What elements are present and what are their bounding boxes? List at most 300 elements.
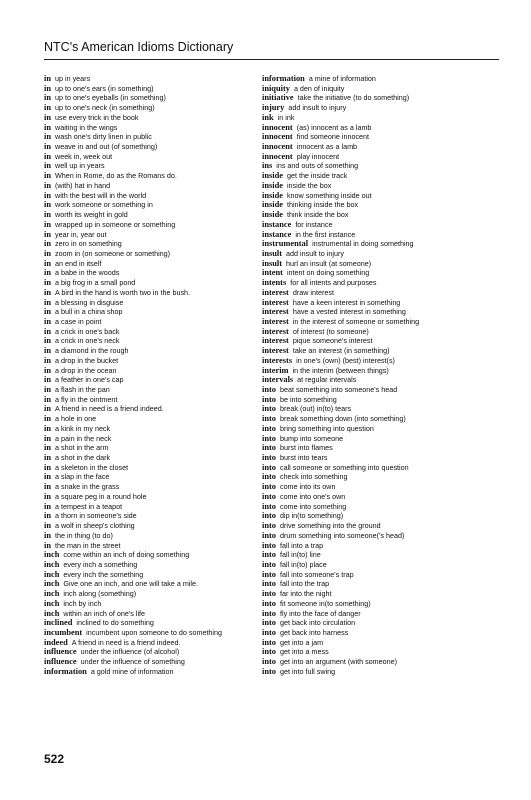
index-entry	[44, 191, 272, 201]
index-entry	[44, 375, 272, 385]
idiom-text: with the best will in the world	[55, 190, 147, 200]
idiom-text: fall into a trap	[279, 540, 324, 550]
headword: into	[262, 579, 276, 589]
index-entry	[44, 336, 272, 346]
headword: inside	[262, 210, 283, 220]
headword: in	[44, 268, 51, 278]
idiom-text: a wolf in sheep's clothing	[55, 521, 135, 531]
headword: in	[44, 161, 51, 171]
idiom-text: come into one's own	[279, 491, 346, 501]
headword: in	[44, 443, 51, 453]
idiom-text: fly into the face of danger	[279, 608, 361, 618]
headword: in	[44, 326, 51, 336]
idiom-text: drum something into someone('s head)	[279, 530, 405, 540]
idiom-text: A friend in need is a friend indeed.	[71, 637, 181, 647]
idiom-text: call someone or something into question	[279, 462, 409, 472]
idiom-text: find someone innocent	[296, 132, 370, 142]
headword: intervals	[262, 375, 294, 385]
headword: in	[44, 462, 51, 472]
headword: innocent	[262, 122, 293, 132]
index-entry	[44, 570, 272, 580]
headword: instrumental	[262, 239, 309, 249]
idiom-text: far into the night	[279, 589, 332, 599]
index-entry	[262, 404, 490, 414]
idiom-text: draw interest	[292, 287, 334, 297]
idiom-text: a case in point	[55, 316, 102, 326]
index-entry	[262, 628, 490, 638]
index-entry	[262, 463, 490, 473]
index-entry	[262, 541, 490, 551]
headword: insult	[262, 248, 283, 258]
idiom-text: a tempest in a teapot	[55, 501, 123, 511]
index-entry	[262, 210, 490, 220]
idiom-text: well up in years	[55, 161, 105, 171]
idiom-text: fall into the trap	[279, 579, 330, 589]
index-entry	[44, 404, 272, 414]
headword: interest	[262, 316, 289, 326]
index-entry	[262, 531, 490, 541]
headword: in	[44, 385, 51, 394]
idiom-text: get back into harness	[279, 627, 349, 637]
index-entry	[262, 230, 490, 240]
index-entry	[44, 123, 272, 133]
index-entry	[262, 84, 490, 94]
headword: information	[44, 666, 87, 676]
idiom-text: When in Rome, do as the Romans do.	[55, 171, 177, 181]
headword: in	[44, 472, 51, 482]
headword: into	[262, 501, 276, 511]
idiom-text: a snake in the grass	[55, 482, 120, 492]
index-entry	[262, 482, 490, 492]
headword: in	[44, 453, 51, 463]
idiom-text: add insult to injury	[288, 103, 347, 113]
idiom-text: a blessing in disguise	[55, 297, 124, 307]
index-entry	[44, 103, 272, 113]
idiom-text: the man in the street	[55, 540, 121, 550]
idiom-text: thinking inside the box	[286, 200, 359, 210]
index-entry	[262, 550, 490, 560]
idiom-text: a diamond in the rough	[55, 346, 129, 356]
headword: in	[44, 210, 51, 220]
index-entry	[262, 472, 490, 482]
headword: inch	[44, 559, 60, 569]
idiom-text: year in, year out	[55, 229, 107, 239]
index-entry	[262, 346, 490, 356]
headword: in	[44, 248, 51, 258]
index-entry	[44, 667, 272, 677]
headword: information	[262, 74, 305, 83]
header-rule	[44, 59, 499, 60]
headword: into	[262, 540, 276, 550]
headword: into	[262, 598, 276, 608]
headword: in	[44, 103, 51, 113]
page-number: 522	[44, 752, 65, 766]
idiom-text: come into something	[279, 501, 347, 511]
idiom-text: take the initiative (to do something)	[297, 93, 410, 103]
index-entry	[44, 200, 272, 210]
idiom-text: be into something	[279, 394, 337, 404]
index-entry	[44, 472, 272, 482]
index-entry	[44, 541, 272, 551]
index-entry	[262, 589, 490, 599]
headword: into	[262, 472, 276, 482]
headword: interest	[262, 287, 289, 297]
headword: iniquity	[262, 83, 290, 93]
index-entry	[44, 579, 272, 589]
idiom-text: fall into someone's trap	[279, 569, 354, 579]
index-entry	[44, 278, 272, 288]
index-entry	[262, 249, 490, 259]
idiom-text: (with) hat in hand	[55, 180, 111, 190]
index-entry	[44, 307, 272, 317]
headword: in	[44, 365, 51, 375]
left-column	[44, 74, 272, 677]
idiom-text: week in, week out	[55, 151, 113, 161]
index-entry	[262, 317, 490, 327]
headword: in	[44, 297, 51, 307]
headword: in	[44, 278, 51, 288]
idiom-text: a drop in the ocean	[55, 365, 117, 375]
index-entry	[262, 132, 490, 142]
index-entry	[262, 366, 490, 376]
index-entry	[262, 434, 490, 444]
headword: into	[262, 433, 276, 443]
headword: in	[44, 200, 51, 210]
index-entry	[262, 278, 490, 288]
idiom-text: check into something	[279, 472, 348, 482]
headword: indeed	[44, 637, 68, 647]
index-entry	[262, 307, 490, 317]
headword: inside	[262, 190, 283, 200]
idiom-text: burst into flames	[279, 443, 333, 453]
headword: into	[262, 637, 276, 647]
index-entry	[262, 171, 490, 181]
idiom-text: up to one's neck (in something)	[55, 103, 155, 113]
idiom-text: in the interest of someone or something	[292, 316, 420, 326]
index-entry	[262, 356, 490, 366]
idiom-text: add insult to injury	[286, 248, 344, 258]
headword: inch	[44, 579, 60, 589]
index-entry	[44, 317, 272, 327]
idiom-text: for all intents and purposes	[290, 278, 377, 288]
index-entry	[262, 191, 490, 201]
headword: in	[44, 336, 51, 346]
idiom-text: a crick in one's back	[55, 326, 120, 336]
headword: influence	[44, 657, 77, 667]
idiom-text: instrumental in doing something	[312, 239, 414, 249]
headword: instance	[262, 229, 292, 239]
index-entry	[44, 84, 272, 94]
headword: into	[262, 618, 276, 628]
idiom-text: a babe in the woods	[55, 268, 120, 278]
index-entry	[262, 161, 490, 171]
idiom-text: get back into circulation	[279, 618, 356, 628]
index-entry	[44, 288, 272, 298]
index-entry	[262, 511, 490, 521]
headword: in	[44, 93, 51, 103]
headword: in	[44, 151, 51, 161]
idiom-text: a shot in the arm	[55, 443, 109, 453]
headword: in	[44, 521, 51, 531]
idiom-text: a big frog in a small pond	[55, 278, 136, 288]
headword: in	[44, 414, 51, 424]
index-entry	[44, 531, 272, 541]
headword: intent	[262, 268, 283, 278]
index-entry	[44, 434, 272, 444]
idiom-text: A friend in need is a friend indeed.	[55, 404, 164, 414]
idiom-text: inch by inch	[63, 598, 102, 608]
idiom-text: inside the box	[286, 180, 332, 190]
headword: inch	[44, 569, 60, 579]
index-entry	[44, 385, 272, 395]
headword: into	[262, 569, 276, 579]
index-entry	[262, 74, 490, 84]
index-entry	[262, 599, 490, 609]
index-entry	[44, 550, 272, 560]
idiom-text: Give one an inch, and one will take a mile.	[63, 579, 199, 589]
idiom-text: weave in and out (of something)	[55, 142, 158, 152]
idiom-text: worth its weight in gold	[55, 210, 128, 220]
index-entry	[262, 93, 490, 103]
index-entry	[44, 511, 272, 521]
idiom-text: use every trick in the book	[55, 112, 139, 122]
index-entry	[262, 638, 490, 648]
headword: inch	[44, 608, 60, 618]
index-entry	[262, 424, 490, 434]
headword: in	[44, 258, 51, 268]
headword: into	[262, 491, 276, 501]
index-entry	[44, 230, 272, 240]
index-entry	[262, 570, 490, 580]
headword: interest	[262, 307, 289, 317]
idiom-text: a feather in one's cap	[55, 375, 124, 385]
index-entry	[262, 560, 490, 570]
idiom-text: under the influence of something	[80, 657, 185, 667]
idiom-text: get the inside track	[286, 171, 348, 181]
idiom-text: a flash in the pan	[55, 385, 110, 394]
index-entry	[262, 667, 490, 677]
idiom-text: think inside the box	[286, 210, 349, 220]
headword: in	[44, 316, 51, 326]
idiom-text: a den of iniquity	[293, 83, 345, 93]
idiom-text: a drop in the bucket	[55, 355, 119, 365]
headword: in	[44, 239, 51, 249]
headword: in	[44, 511, 51, 521]
idiom-text: break something down (into something)	[279, 414, 406, 424]
idiom-text: a thorn in someone's side	[55, 511, 137, 521]
headword: interim	[262, 365, 289, 375]
idiom-text: pique someone's interest	[292, 336, 373, 346]
index-entry	[262, 492, 490, 502]
idiom-text: a square peg in a round hole	[55, 491, 147, 501]
headword: ink	[262, 112, 274, 122]
idiom-text: have a vested interest in something	[292, 307, 406, 317]
index-entry	[44, 132, 272, 142]
idiom-text: under the influence (of alcohol)	[80, 647, 180, 657]
headword: in	[44, 307, 51, 317]
idiom-text: dip in(to something)	[279, 511, 344, 521]
index-entry	[262, 618, 490, 628]
headword: in	[44, 355, 51, 365]
index-entry	[44, 366, 272, 376]
idiom-text: know something inside out	[286, 190, 372, 200]
headword: in	[44, 501, 51, 511]
idiom-text: work someone or something in	[55, 200, 153, 210]
idiom-text: bump into someone	[279, 433, 344, 443]
idiom-text: zoom in (on someone or something)	[55, 248, 171, 258]
index-entry	[262, 220, 490, 230]
headword: in	[44, 229, 51, 239]
idiom-text: inch along (something)	[63, 589, 137, 599]
idiom-text: at regular intervals	[297, 375, 357, 385]
index-entry	[262, 453, 490, 463]
headword: into	[262, 589, 276, 599]
index-entry	[44, 268, 272, 278]
idiom-text: get into an argument (with someone)	[279, 657, 398, 667]
index-entry	[262, 521, 490, 531]
idiom-text: in the interim (between things)	[292, 365, 389, 375]
headword: inside	[262, 180, 283, 190]
index-entry	[44, 327, 272, 337]
index-entry	[262, 103, 490, 113]
idiom-text: for instance	[295, 219, 333, 229]
headword: in	[44, 171, 51, 181]
idiom-text: get into full swing	[279, 666, 336, 676]
headword: interest	[262, 326, 289, 336]
headword: intents	[262, 278, 287, 288]
index-entry	[44, 259, 272, 269]
index-entry	[44, 482, 272, 492]
idiom-text: ins and outs of something	[276, 161, 359, 171]
headword: in	[44, 219, 51, 229]
idiom-text: inclined to do something	[76, 618, 154, 628]
idiom-text: come within an inch of doing something	[63, 550, 190, 560]
headword: into	[262, 608, 276, 618]
headword: in	[44, 530, 51, 540]
headword: interest	[262, 297, 289, 307]
index-entry	[44, 424, 272, 434]
headword: into	[262, 443, 276, 453]
headword: inch	[44, 550, 60, 560]
headword: innocent	[262, 142, 293, 152]
idiom-text: hurl an insult (at someone)	[286, 258, 372, 268]
idiom-text: A bird in the hand is worth two in the bush.	[55, 287, 191, 297]
headword: interests	[262, 355, 293, 365]
idiom-text: have a keen interest in something	[292, 297, 401, 307]
headword: into	[262, 647, 276, 657]
index-entry	[44, 414, 272, 424]
idiom-text: in one's (own) (best) interest(s)	[296, 355, 395, 365]
headword: in	[44, 112, 51, 122]
headword: in	[44, 190, 51, 200]
headword: incumbent	[44, 627, 83, 637]
idiom-text: within an inch of one's life	[63, 608, 146, 618]
headword: in	[44, 83, 51, 93]
index-entry	[262, 375, 490, 385]
headword: into	[262, 482, 276, 492]
index-entry	[262, 579, 490, 589]
headword: into	[262, 453, 276, 463]
headword: into	[262, 511, 276, 521]
running-head-title: NTC's American Idioms Dictionary	[44, 40, 234, 54]
idiom-text: (as) innocent as a lamb	[296, 122, 372, 132]
headword: innocent	[262, 151, 293, 161]
index-entry	[262, 259, 490, 269]
headword: into	[262, 414, 276, 424]
index-entry	[44, 560, 272, 570]
headword: inclined	[44, 618, 73, 628]
headword: in	[44, 423, 51, 433]
headword: into	[262, 385, 276, 394]
headword: insult	[262, 258, 283, 268]
idiom-text: a kink in my neck	[55, 423, 111, 433]
index-entry	[44, 599, 272, 609]
headword: in	[44, 142, 51, 152]
idiom-text: a hole in one	[55, 414, 97, 424]
headword: inch	[44, 598, 60, 608]
idiom-text: wrapped up in someone or something	[55, 219, 176, 229]
index-entry	[44, 93, 272, 103]
idiom-text: get into a jam	[279, 637, 324, 647]
idiom-text: of interest (to someone)	[292, 326, 369, 336]
headword: in	[44, 540, 51, 550]
headword: in	[44, 482, 51, 492]
index-entry	[44, 346, 272, 356]
idiom-text: fit someone in(to something)	[279, 598, 371, 608]
idiom-text: a pain in the neck	[55, 433, 112, 443]
index-entry	[44, 618, 272, 628]
index-entry	[262, 239, 490, 249]
idiom-text: wash one's dirty linen in public	[55, 132, 152, 142]
index-entry	[44, 249, 272, 259]
index-entry	[44, 298, 272, 308]
index-entry	[44, 356, 272, 366]
index-entry	[262, 288, 490, 298]
idiom-text: play innocent	[296, 151, 340, 161]
headword: into	[262, 559, 276, 569]
idiom-text: innocent as a lamb	[296, 142, 358, 152]
idiom-text: every inch the something	[63, 569, 144, 579]
index-entry	[44, 521, 272, 531]
index-entry	[262, 200, 490, 210]
headword: in	[44, 346, 51, 356]
headword: in	[44, 375, 51, 385]
headword: in	[44, 287, 51, 297]
headword: in	[44, 122, 51, 132]
idiom-text: incumbent upon someone to do something	[86, 627, 223, 637]
index-entry	[262, 443, 490, 453]
index-entry	[44, 492, 272, 502]
idiom-text: take an interest (in something)	[292, 346, 390, 356]
headword: interest	[262, 346, 289, 356]
headword: ins	[262, 161, 273, 171]
headword: in	[44, 394, 51, 404]
headword: into	[262, 657, 276, 667]
headword: injury	[262, 103, 285, 113]
headword: inch	[44, 589, 60, 599]
headword: in	[44, 433, 51, 443]
idiom-text: in the first instance	[295, 229, 356, 239]
index-entry	[44, 395, 272, 405]
idiom-text: a mine of information	[308, 74, 376, 83]
headword: interest	[262, 336, 289, 346]
index-entry	[262, 502, 490, 512]
idiom-text: a shot in the dark	[55, 453, 111, 463]
index-entry	[44, 443, 272, 453]
idiom-text: break (out) in(to) tears	[279, 404, 352, 414]
index-entry	[262, 298, 490, 308]
idiom-text: get into a mess	[279, 647, 329, 657]
